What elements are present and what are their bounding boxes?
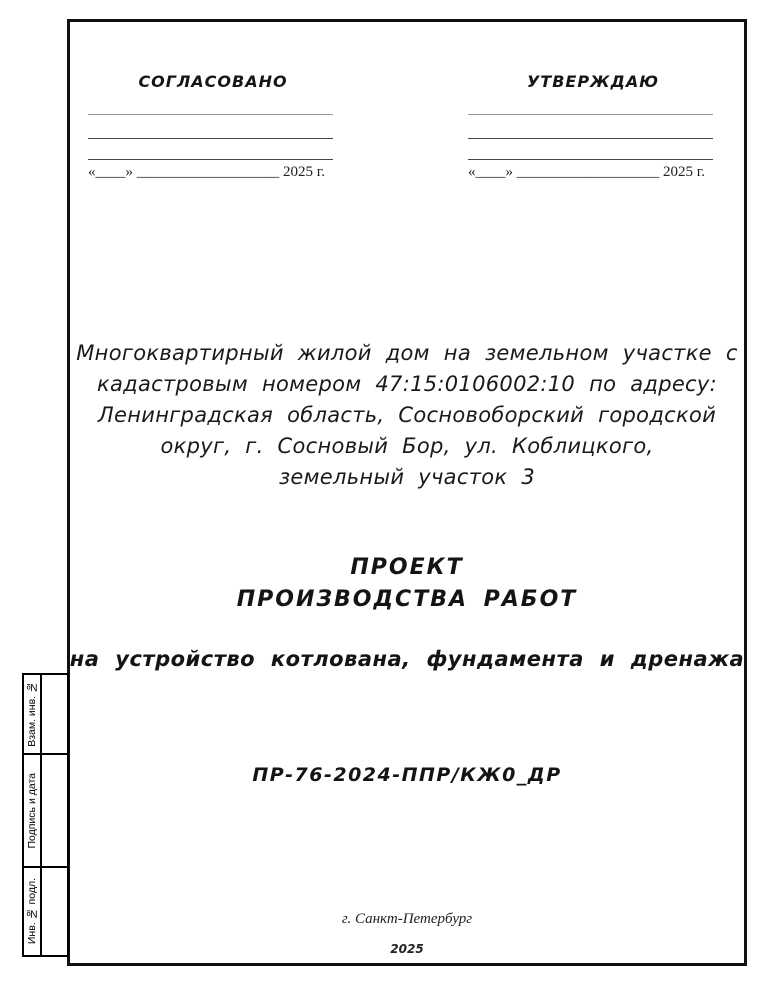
stamp-label-text: Инв. № подл. xyxy=(26,878,38,945)
date-year: 2025 г. xyxy=(663,164,705,180)
footer-city: г. Санкт-Петербург xyxy=(341,911,473,927)
date-year: 2025 г. xyxy=(283,164,325,180)
project-object-title xyxy=(67,338,747,493)
stamp-label-column xyxy=(24,675,42,753)
approval-block-approved xyxy=(468,72,718,180)
title-line: земельный участок 3 xyxy=(278,465,536,489)
stamp-label-column xyxy=(24,868,42,955)
date-day-blank: «____» xyxy=(88,164,133,180)
date-day-blank: «____» xyxy=(468,164,513,180)
stamp-label-column xyxy=(24,755,42,866)
signature-line xyxy=(468,138,713,139)
stamp-label-text: Подпись и дата xyxy=(26,772,38,849)
work-scope-subtitle: на устройство котлована, фундамента и дренажа xyxy=(69,647,745,671)
stamp-cell-vzam-inv xyxy=(22,673,69,755)
signature-line xyxy=(88,114,333,115)
title-line: Ленинградская область, Сосновоборский городской xyxy=(97,403,717,427)
approval-block-agreed xyxy=(88,72,338,180)
date-month-blank: ___________________ xyxy=(136,164,280,180)
title-line: кадастровым номером 47:15:0106002:10 по адресу: xyxy=(96,372,718,396)
title-line: Многоквартирный жилой дом на земельном участке с xyxy=(76,341,738,365)
document-code: ПР-76-2024-ППР/КЖ0_ДР xyxy=(252,764,562,786)
document-type-heading xyxy=(67,552,747,616)
signature-line xyxy=(88,159,333,160)
doc-type-line: ПРОЕКТ xyxy=(350,555,464,580)
stamp-cell-inv-podl xyxy=(22,866,69,957)
stamp-empty-field xyxy=(42,868,67,955)
stamp-label-text: Взам. инв. № xyxy=(26,681,38,747)
footer-year: 2025 xyxy=(390,942,424,956)
stamp-cell-podpis-data xyxy=(22,753,69,868)
doc-type-line: ПРОИЗВОДСТВА РАБОТ xyxy=(236,587,578,612)
date-month-blank: ___________________ xyxy=(516,164,660,180)
signature-line xyxy=(468,159,713,160)
signature-line xyxy=(88,138,333,139)
signature-line xyxy=(468,114,713,115)
agreed-heading: СОГЛАСОВАНО xyxy=(138,72,288,91)
stamp-empty-field xyxy=(42,675,67,753)
approved-heading: УТВЕРЖДАЮ xyxy=(526,72,660,91)
stamp-empty-field xyxy=(42,755,67,866)
date-line xyxy=(468,164,728,181)
date-line xyxy=(88,164,348,181)
title-line: округ, г. Сосновый Бор, ул. Коблицкого, xyxy=(160,434,654,458)
